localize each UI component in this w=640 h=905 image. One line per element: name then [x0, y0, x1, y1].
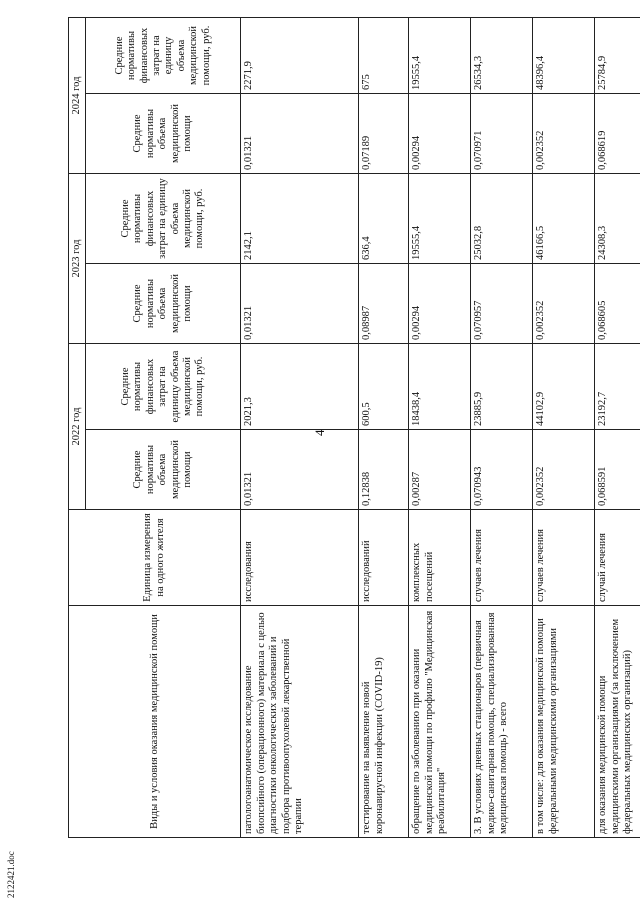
row-unit: случаев лечения	[471, 510, 533, 606]
header-row-years	[69, 18, 86, 838]
row-unit: исследований	[359, 510, 409, 606]
row-cost-2023: 24308,3	[595, 174, 640, 264]
table-row	[359, 18, 409, 838]
header-year-2024: 2024 год	[69, 18, 86, 174]
row-cost-2024: 675	[359, 18, 409, 94]
row-cost-2022: 23885,9	[471, 344, 533, 430]
row-cost-2024: 48396,4	[533, 18, 595, 94]
row-kind: в том числе: для оказания медицинской помощи федеральными медицинскими организациями	[533, 606, 595, 838]
row-volume-2024: 0,07189	[359, 94, 409, 174]
row-cost-2024: 26534,3	[471, 18, 533, 94]
page-number: 4	[312, 429, 327, 436]
row-volume-2023: 0,068605	[595, 264, 640, 344]
header-kind: Виды и условия оказания медицинской помощи	[69, 606, 241, 838]
row-volume-2024: 0,070971	[471, 94, 533, 174]
header-cost-2024: Средние нормативы финансовых затрат на единицу объема медицинской помощи, руб.	[86, 18, 241, 94]
header-unit: Единица измерения на одного жителя	[69, 510, 241, 606]
row-volume-2022: 0,12838	[359, 430, 409, 510]
row-cost-2022: 44102,9	[533, 344, 595, 430]
row-unit: случаев лечения	[533, 510, 595, 606]
row-kind: тестирование на выявление новой коронавирусной инфекции (COVID-19)	[359, 606, 409, 838]
row-volume-2023: 0,01321	[241, 264, 359, 344]
row-volume-2023: 0,070957	[471, 264, 533, 344]
rotated-table-container	[68, 18, 634, 838]
header-volume-2023: Средние нормативы объема медицинской помощи	[86, 264, 241, 344]
table-row	[533, 18, 595, 838]
row-volume-2024: 0,00294	[409, 94, 471, 174]
table-row	[241, 18, 359, 838]
row-cost-2024: 19555,4	[409, 18, 471, 94]
row-unit: случай лечения	[595, 510, 640, 606]
header-volume-2024: Средние нормативы объема медицинской помощи	[86, 94, 241, 174]
row-cost-2022: 18438,4	[409, 344, 471, 430]
row-cost-2023: 19555,4	[409, 174, 471, 264]
header-year-2023: 2023 год	[69, 174, 86, 344]
row-volume-2024: 0,002352	[533, 94, 595, 174]
row-volume-2024: 0,01321	[241, 94, 359, 174]
header-year-2022: 2022 год	[69, 344, 86, 510]
row-volume-2023: 0,00294	[409, 264, 471, 344]
row-volume-2022: 0,002352	[533, 430, 595, 510]
row-cost-2022: 600,5	[359, 344, 409, 430]
table-row	[471, 18, 533, 838]
row-volume-2023: 0,08987	[359, 264, 409, 344]
row-kind: 3. В условиях дневных стационаров (первичная медико-санитарная помощь, специализированная медицинская помощь) - всего	[471, 606, 533, 838]
row-volume-2024: 0,068619	[595, 94, 640, 174]
table-row	[409, 18, 471, 838]
header-volume-2022: Средние нормативы объема медицинской помощи	[86, 430, 241, 510]
row-cost-2022: 23192,7	[595, 344, 640, 430]
row-cost-2024: 25784,9	[595, 18, 640, 94]
row-cost-2024: 2271,9	[241, 18, 359, 94]
header-cost-2023: Средние нормативы финансовых затрат на единицу объема медицинской помощи, руб.	[86, 174, 241, 264]
row-volume-2022: 0,070943	[471, 430, 533, 510]
row-volume-2022: 0,068591	[595, 430, 640, 510]
norms-table	[68, 17, 640, 838]
file-name-footer: 2122421.doc	[6, 851, 16, 898]
row-cost-2023: 25032,8	[471, 174, 533, 264]
row-unit: комплексных посещений	[409, 510, 471, 606]
row-kind: для оказания медицинской помощи медицинскими организациями (за исключением федеральных медицинских организаций)	[595, 606, 640, 838]
table-row	[595, 18, 640, 838]
header-cost-2022: Средние нормативы финансовых затрат на единицу объема медицинской помощи, руб.	[86, 344, 241, 430]
row-kind: обращение по заболеванию при оказании медицинской помощи по профилю "Медицинская реабилитация"	[409, 606, 471, 838]
row-volume-2022: 0,01321	[241, 430, 359, 510]
row-cost-2023: 46166,5	[533, 174, 595, 264]
row-cost-2023: 2142,1	[241, 174, 359, 264]
row-cost-2022: 2021,3	[241, 344, 359, 430]
row-kind: патологоанатомическое исследование биопсийного (операционного) материала с целью диагностики онкологических заболеваний и подбора противоопухолевой лекарственной терапии	[241, 606, 359, 838]
row-cost-2023: 636,4	[359, 174, 409, 264]
row-volume-2023: 0,002352	[533, 264, 595, 344]
row-volume-2022: 0,00287	[409, 430, 471, 510]
row-unit: исследования	[241, 510, 359, 606]
